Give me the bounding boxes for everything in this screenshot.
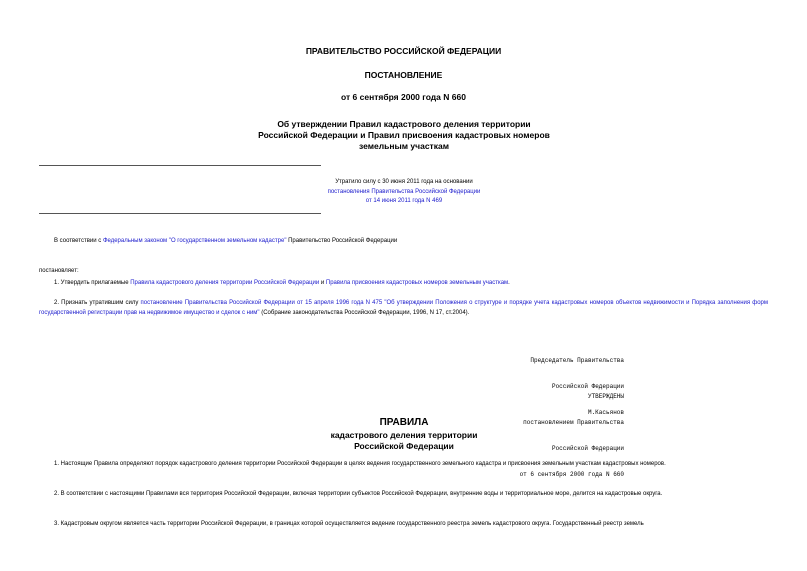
rule-2: 2. В соответствии с настоящими Правилами вся территория Российской Федерации, включая территории субъектов Российской Федерации, внутренние воды и территориальное море, делится на кадастровые округа. xyxy=(54,491,663,497)
rules-title: ПРАВИЛА xyxy=(379,417,429,428)
item-1-prefix: 1. Утвердить прилагаемые xyxy=(54,280,131,286)
cadastral-division-rules-link[interactable]: Правила кадастрового деления территории Российской Федерации xyxy=(130,280,320,286)
rule-1: 1. Настоящие Правила определяют порядок кадастрового деления территории Российской Федерации в целях ведения государственного земельного кадастра и присвоения земельным участкам кадастровых номеров. xyxy=(54,461,666,467)
preamble-prefix: В соответствии с xyxy=(54,238,103,244)
rules-subtitle: кадастрового деления территории xyxy=(330,430,478,440)
item-1 xyxy=(39,278,768,288)
preamble-suffix: Правительство Российской Федерации xyxy=(286,238,398,244)
approval-date: от 6 сентября 2000 года N 660 xyxy=(519,470,624,478)
approval-country: Российской Федерации xyxy=(551,444,624,452)
signature-position: Председатель Правительства xyxy=(530,357,624,365)
divider-bottom xyxy=(39,213,321,214)
item-2-prefix: 2. Признать утратившим силу xyxy=(54,300,141,306)
document-date-number: от 6 сентября 2000 года N 660 xyxy=(341,92,466,102)
item-2 xyxy=(39,298,768,318)
item-1-mid: и xyxy=(319,280,326,286)
item-1-suffix: . xyxy=(508,280,510,286)
resolves-word: постановляет: xyxy=(39,268,79,274)
document-title: Об утверждении Правил кадастрового деления территории Российской Федерации и Правил присвоения кадастровых номеров земельным участкам xyxy=(258,119,550,151)
signature-name: М.Касьянов xyxy=(587,408,624,416)
item-2-suffix: (Собрание законодательства Российской Федерации, 1996, N 17, ст.2004). xyxy=(259,310,470,316)
status-note xyxy=(254,178,554,207)
repeal-resolution-date-link[interactable]: от 14 июня 2011 года N 469 xyxy=(365,198,443,204)
resolution-475-link[interactable]: постановление Правительства Российской Федерации от 15 апреля 1996 года N 475 "Об утверждении Положения о структуре и порядке учета кадастровых номеров объектов недвижимости и Порядка заполнения форм государственной регистрации прав на недвижимое имущество и сделок с ним" xyxy=(39,300,768,316)
rules-subtitle-country: Российской Федерации xyxy=(354,441,454,451)
federal-law-link[interactable]: Федеральным законом "О государственном земельном кадастре" xyxy=(102,238,287,244)
preamble xyxy=(39,236,768,246)
government-heading: ПРАВИТЕЛЬСТВО РОССИЙСКОЙ ФЕДЕРАЦИИ xyxy=(305,46,502,56)
signature-country: Российской Федерации xyxy=(551,382,624,390)
document-type: ПОСТАНОВЛЕНИЕ xyxy=(364,70,443,80)
approval-heading: УТВЕРЖДЕНЫ xyxy=(587,393,624,401)
status-note-text: Утратило силу с 30 июня 2011 года на основании xyxy=(335,179,473,185)
approval-by: постановлением Правительства xyxy=(523,418,624,426)
repeal-resolution-link[interactable]: постановления Правительства Российской Федерации xyxy=(327,188,481,195)
cadastral-numbers-rules-link[interactable]: Правила присвоения кадастровых номеров земельным участкам xyxy=(325,280,509,286)
divider-top xyxy=(39,165,321,166)
rule-3: 3. Кадастровым округом является часть территории Российской Федерации, в границах которой осуществляется ведение государственного реестра земель кадастрового округа. Государственный реестр земель xyxy=(54,521,644,527)
